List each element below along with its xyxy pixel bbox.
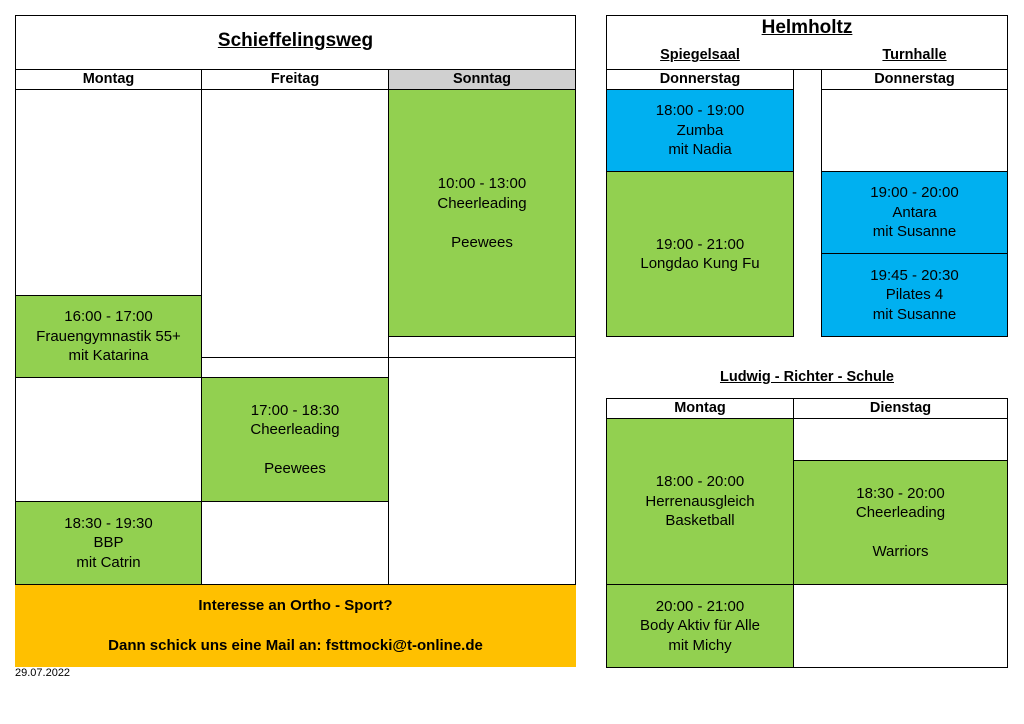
header-donnerstag-spiegelsaal: Donnerstag <box>606 69 794 90</box>
room-spiegelsaal: Spiegelsaal <box>660 47 740 63</box>
session-time: 10:00 - 13:00 <box>437 175 527 192</box>
session-group: Peewees <box>451 233 513 251</box>
session-trainer: mit Michy <box>668 636 732 654</box>
session-time: 19:00 - 20:00 <box>870 184 959 202</box>
session-sport: Basketball <box>665 512 735 530</box>
session-name: Zumba <box>676 121 724 139</box>
session-name: BBP <box>93 534 124 552</box>
session-name: Antara <box>892 203 937 221</box>
session-trainer: mit Katarina <box>68 347 149 365</box>
session-frauengymnastik <box>15 295 202 378</box>
session-cheerleading-warriors <box>793 460 1008 585</box>
session-name: Longdao Kung Fu <box>640 255 760 272</box>
room-turnhalle: Turnhalle <box>882 47 947 63</box>
dienstag-empty-slot-1 <box>793 418 1008 461</box>
dienstag-empty-slot-2 <box>793 584 1008 668</box>
session-time: 18:30 - 20:00 <box>856 484 945 502</box>
header-donnerstag-turnhalle: Donnerstag <box>821 69 1008 90</box>
header-freitag: Freitag <box>201 69 389 90</box>
schieffelingsweg-title: Schieffelingsweg <box>217 30 374 51</box>
session-name: Herrenausgleich <box>645 492 755 510</box>
session-name: Cheerleading <box>437 194 527 212</box>
session-antara <box>821 171 1008 254</box>
session-time: 16:00 - 17:00 <box>64 308 153 326</box>
session-zumba <box>606 89 794 172</box>
session-trainer: mit Catrin <box>76 553 141 571</box>
session-group: Peewees <box>264 460 326 477</box>
session-name: Frauengymnastik 55+ <box>36 327 181 345</box>
lrs-title: Ludwig - Richter - Schule <box>719 369 894 385</box>
session-kung-fu <box>606 171 794 337</box>
sonntag-empty-slot-2 <box>388 357 576 585</box>
montag-empty-slot-2 <box>15 377 202 502</box>
ortho-sport-footer <box>15 585 576 667</box>
document-date: 29.07.2022 <box>15 667 71 679</box>
freitag-empty-slot-3 <box>201 501 389 585</box>
helmholtz-title: Helmholtz <box>761 17 853 38</box>
freitag-empty-slot-1 <box>201 89 389 358</box>
session-time: 19:00 - 21:00 <box>655 235 745 253</box>
header-sonntag: Sonntag <box>388 69 576 90</box>
session-time: 19:45 - 20:30 <box>870 266 959 284</box>
freitag-empty-slot-2 <box>201 357 389 378</box>
session-cheerleading-sonntag <box>388 89 576 337</box>
session-time: 18:00 - 20:00 <box>655 473 745 491</box>
header-lrs-dienstag: Dienstag <box>793 398 1008 419</box>
session-trainer: mit Nadia <box>668 141 732 159</box>
session-time: 20:00 - 21:00 <box>655 597 745 615</box>
header-montag: Montag <box>15 69 202 90</box>
session-group: Warriors <box>872 543 929 560</box>
session-time: 18:00 - 19:00 <box>655 102 745 120</box>
session-name: Cheerleading <box>855 504 946 521</box>
session-time: 18:30 - 19:30 <box>64 514 153 532</box>
footer-line-1: Interesse an Ortho - Sport? <box>198 597 393 615</box>
session-name: Cheerleading <box>250 421 340 438</box>
session-bbp <box>15 501 202 585</box>
session-cheerleading-freitag <box>201 377 389 502</box>
session-body-aktiv <box>606 584 794 668</box>
session-trainer: mit Susanne <box>872 305 957 323</box>
session-trainer: mit Susanne <box>872 223 957 241</box>
montag-empty-slot-1 <box>15 89 202 296</box>
session-basketball <box>606 418 794 585</box>
header-lrs-montag: Montag <box>606 398 794 419</box>
session-name: Pilates 4 <box>885 286 944 304</box>
session-time: 17:00 - 18:30 <box>250 401 340 419</box>
turnhalle-empty-slot <box>821 89 1008 172</box>
session-name: Body Aktiv für Alle <box>639 617 761 635</box>
session-pilates <box>821 253 1008 337</box>
sonntag-empty-slot-1 <box>388 336 576 358</box>
footer-line-2: Dann schick uns eine Mail an: fsttmocki@t-online.de <box>108 636 483 654</box>
